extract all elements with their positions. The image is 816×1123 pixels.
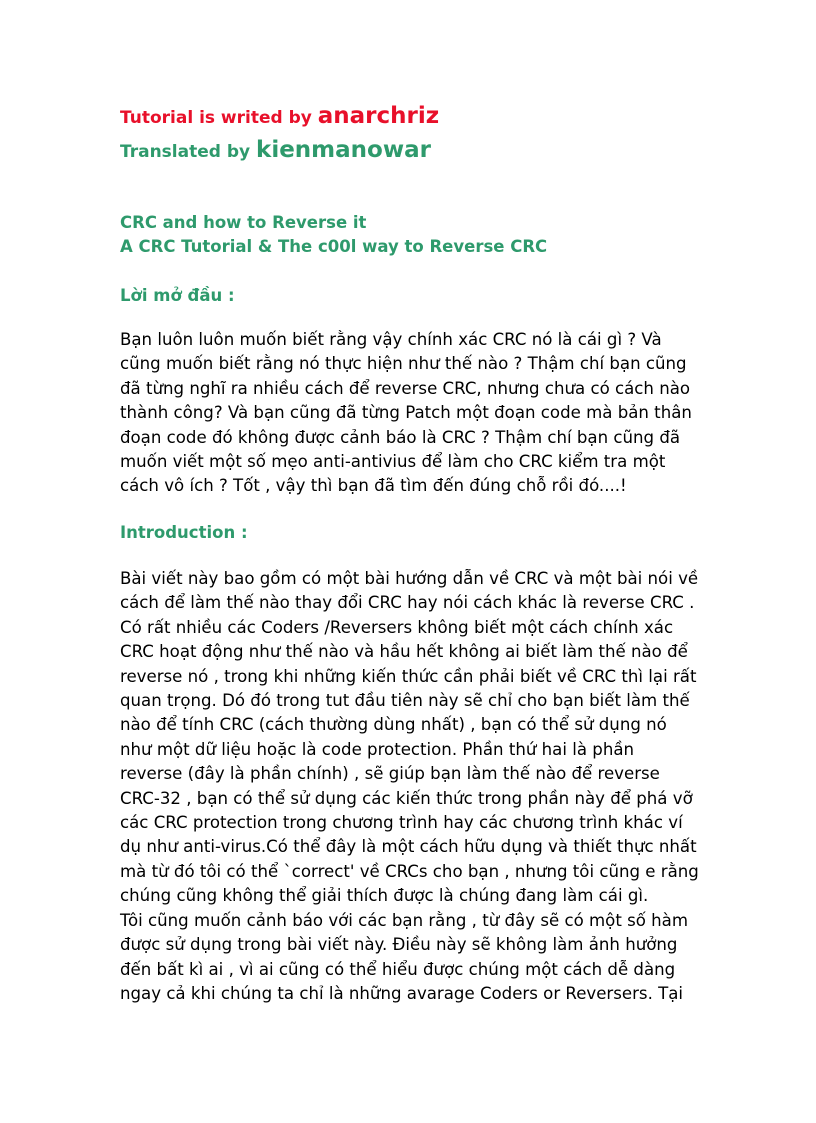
preface-paragraph bbox=[120, 328, 720, 499]
translator-credit bbox=[120, 137, 431, 163]
paragraph-line: nào để tính CRC (cách thường dùng nhất) , bạn có thể sử dụng nó bbox=[120, 715, 667, 735]
paragraph-line: đến bất kì ai , vì ai cũng có thể hiểu được chúng một cách dễ dàng bbox=[120, 959, 676, 979]
paragraph-line: Bạn luôn luôn muốn biết rằng vậy chính xác CRC nó là cái gì ? Và bbox=[120, 330, 662, 349]
paragraph-line: đã từng nghĩ ra nhiều cách để reverse CRC, nhưng chưa có cách nào bbox=[120, 378, 691, 398]
paragraph-line: cách vô ích ? Tốt , vậy thì bạn đã tìm đến đúng chỗ rồi đó....! bbox=[120, 476, 627, 496]
paragraph-line: reverse (đây là phần chính) , sẽ giúp bạn làm thế nào để reverse bbox=[120, 764, 660, 784]
document-subtitle: A CRC Tutorial & The c00l way to Reverse CRC bbox=[120, 237, 548, 256]
paragraph-line: Tôi cũng muốn cảnh báo với các bạn rằng , từ đây sẽ có một số hàm bbox=[120, 910, 689, 930]
paragraph-line: CRC-32 , bạn có thể sử dụng các kiến thức trong phần này để phá vỡ bbox=[120, 788, 693, 808]
paragraph-line: quan trọng. Dó đó trong tut đầu tiên này sẽ chỉ cho bạn biết làm thế bbox=[120, 691, 690, 711]
author-credit bbox=[120, 103, 439, 129]
paragraph-line: muốn viết một số mẹo anti-antivius để làm cho CRC kiểm tra một bbox=[120, 452, 666, 472]
paragraph-line: mà từ đó tôi có thể `correct' về CRCs cho bạn , nhưng tôi cũng e rằng bbox=[120, 861, 699, 881]
preface-heading: Lời mở đầu : bbox=[120, 286, 235, 305]
author-name: anarchriz bbox=[317, 103, 440, 129]
paragraph-line: cách để làm thế nào thay đổi CRC hay nói cách khác là reverse CRC . bbox=[120, 593, 695, 613]
author-credit-prefix: Tutorial is writed by bbox=[120, 108, 318, 128]
paragraph-line: đoạn code đó không được cảnh báo là CRC ? Thậm chí bạn cũng đã bbox=[120, 427, 681, 447]
paragraph-line: được sử dụng trong bài viết này. Điều này sẽ không làm ảnh hưởng bbox=[120, 935, 678, 955]
paragraph-line: chúng cũng không thể giải thích được là chúng đang làm cái gì. bbox=[120, 886, 649, 906]
translator-credit-prefix: Translated by bbox=[120, 142, 257, 162]
paragraph-line: Bài viết này bao gồm có một bài hướng dẫn về CRC và một bài nói về bbox=[120, 569, 699, 588]
introduction-heading: Introduction : bbox=[120, 523, 248, 542]
document-title: CRC and how to Reverse it bbox=[120, 213, 367, 232]
paragraph-line: thành công? Và bạn cũng đã từng Patch một đoạn code mà bản thân bbox=[120, 403, 692, 423]
paragraph-line: Có rất nhiều các Coders /Reversers không biết một cách chính xác bbox=[120, 617, 674, 637]
translator-name: kienmanowar bbox=[256, 137, 431, 163]
paragraph-line: reverse nó , trong khi những kiến thức cần phải biết về CRC thì lại rất bbox=[120, 666, 697, 686]
paragraph-line: cũng muốn biết rằng nó thực hiện như thế nào ? Thậm chí bạn cũng bbox=[120, 354, 687, 374]
paragraph-line: các CRC protection trong chương trình hay các chương trình khác ví bbox=[120, 813, 683, 833]
paragraph-line: CRC hoạt động như thế nào và hầu hết không ai biết làm thế nào để bbox=[120, 642, 688, 662]
introduction-paragraph bbox=[120, 567, 720, 1006]
paragraph-line: ngay cả khi chúng ta chỉ là những avarage Coders or Reversers. Tại bbox=[120, 983, 684, 1003]
paragraph-line: dụ như anti-virus.Có thể đây là một cách hữu dụng và thiết thực nhất bbox=[120, 837, 697, 857]
paragraph-line: như một dữ liệu hoặc là code protection. Phần thứ hai là phần bbox=[120, 739, 635, 759]
